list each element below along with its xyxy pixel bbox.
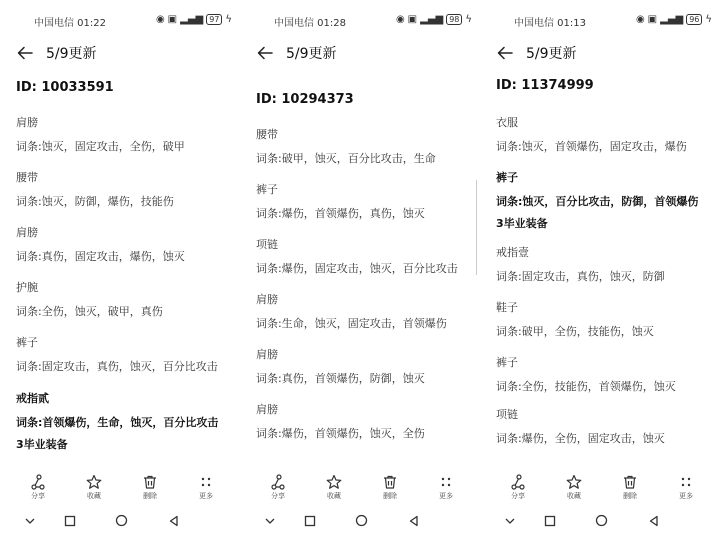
item-name: 护腕 bbox=[16, 281, 38, 294]
item-name: 肩膀 bbox=[16, 116, 38, 129]
battery-icon: 97 bbox=[206, 14, 222, 25]
nav-home-icon[interactable] bbox=[355, 512, 368, 531]
item-name: 肩膀 bbox=[256, 293, 278, 306]
more-dots-icon bbox=[438, 474, 454, 490]
back-arrow-icon[interactable] bbox=[16, 44, 34, 62]
nav-collapse-icon[interactable] bbox=[264, 512, 276, 531]
list-item bbox=[496, 244, 710, 286]
nav-recents-icon[interactable] bbox=[544, 512, 556, 531]
delete-button[interactable] bbox=[610, 474, 650, 501]
list-item bbox=[496, 114, 710, 156]
nav-back-icon[interactable] bbox=[168, 512, 180, 531]
bottom-toolbar bbox=[0, 474, 240, 504]
item-attributes: 词条:首领爆伤，生命，蚀灭，百分比攻击 bbox=[16, 416, 219, 429]
item-note: 3毕业装备 bbox=[496, 217, 548, 230]
status-bar bbox=[514, 14, 712, 28]
nav-back-icon[interactable] bbox=[408, 512, 420, 531]
eye-icon: ◉ bbox=[395, 14, 405, 25]
item-attributes: 词条:爆伤，固定攻击，蚀灭，百分比攻击 bbox=[256, 262, 458, 275]
nfc-icon: ▣ bbox=[407, 14, 418, 25]
share-label: 分享 bbox=[511, 492, 525, 500]
status-bar bbox=[274, 14, 472, 28]
item-attributes: 词条:固定攻击，真伤，蚀灭，百分比攻击 bbox=[16, 360, 218, 373]
favorite-button[interactable] bbox=[554, 474, 594, 501]
app-header bbox=[256, 42, 337, 64]
system-nav-bar bbox=[0, 512, 240, 528]
signal-icon: ▂▄▆ bbox=[420, 14, 444, 25]
battery-icon: 98 bbox=[446, 14, 462, 25]
system-nav-bar bbox=[240, 512, 480, 528]
list-item bbox=[496, 299, 710, 341]
list-item bbox=[16, 114, 230, 156]
favorite-label: 收藏 bbox=[327, 492, 341, 500]
app-header bbox=[496, 42, 577, 64]
trash-icon bbox=[382, 474, 398, 490]
trash-icon bbox=[142, 474, 158, 490]
item-attributes: 词条:爆伤，首领爆伤，真伤，蚀灭 bbox=[256, 207, 425, 220]
eye-icon: ◉ bbox=[155, 14, 165, 25]
phone-screen bbox=[0, 0, 240, 540]
nav-recents-icon[interactable] bbox=[304, 512, 316, 531]
favorite-label: 收藏 bbox=[87, 492, 101, 500]
item-attributes: 词条:破甲，蚀灭，百分比攻击，生命 bbox=[256, 152, 436, 165]
list-item bbox=[496, 354, 710, 396]
status-icons bbox=[396, 14, 472, 25]
item-attributes: 词条:蚀灭，首领爆伤，固定攻击，爆伤 bbox=[496, 140, 687, 153]
phone-screen bbox=[240, 0, 480, 540]
status-icons bbox=[156, 14, 232, 25]
list-item bbox=[16, 334, 230, 376]
item-name: 腰带 bbox=[256, 128, 278, 141]
more-label: 更多 bbox=[439, 492, 453, 500]
item-name: 衣服 bbox=[496, 116, 518, 129]
list-item bbox=[256, 401, 470, 443]
nav-collapse-icon[interactable] bbox=[24, 512, 36, 531]
charging-icon: ϟ bbox=[225, 14, 232, 25]
nav-home-icon[interactable] bbox=[595, 512, 608, 531]
item-name: 肩膀 bbox=[16, 226, 38, 239]
star-icon bbox=[566, 474, 582, 490]
more-label: 更多 bbox=[679, 492, 693, 500]
share-icon bbox=[30, 474, 46, 490]
item-name: 鞋子 bbox=[496, 301, 518, 314]
signal-icon: ▂▄▆ bbox=[660, 14, 684, 25]
status-bar bbox=[34, 14, 232, 28]
status-icons bbox=[636, 14, 712, 25]
charging-icon: ϟ bbox=[705, 14, 712, 25]
bottom-toolbar bbox=[240, 474, 480, 504]
list-item bbox=[256, 181, 470, 223]
delete-button[interactable] bbox=[130, 474, 170, 501]
item-attributes: 词条:固定攻击，真伤，蚀灭，防御 bbox=[496, 270, 665, 283]
item-name: 裤子 bbox=[16, 336, 38, 349]
share-label: 分享 bbox=[31, 492, 45, 500]
page-title: 5/9更新 bbox=[46, 46, 97, 62]
item-attributes: 词条:爆伤，首领爆伤，蚀灭，全伤 bbox=[256, 427, 425, 440]
more-button[interactable] bbox=[426, 474, 466, 501]
list-item bbox=[256, 126, 470, 168]
more-button[interactable] bbox=[666, 474, 706, 501]
list-item bbox=[256, 291, 470, 333]
charging-icon: ϟ bbox=[465, 14, 472, 25]
item-name: 戒指壹 bbox=[496, 246, 529, 259]
item-attributes: 词条:爆伤，全伤，固定攻击，蚀灭 bbox=[496, 432, 665, 445]
delete-label: 删除 bbox=[143, 492, 157, 500]
share-label: 分享 bbox=[271, 492, 285, 500]
item-name: 项链 bbox=[496, 408, 518, 421]
eye-icon: ◉ bbox=[635, 14, 645, 25]
item-attributes: 词条:破甲，全伤，技能伤，蚀灭 bbox=[496, 325, 654, 338]
delete-label: 删除 bbox=[383, 492, 397, 500]
more-dots-icon bbox=[678, 474, 694, 490]
account-id: ID: 10033591 bbox=[16, 80, 114, 95]
item-name: 腰带 bbox=[16, 171, 38, 184]
phone-screen bbox=[480, 0, 720, 540]
signal-icon: ▂▄▆ bbox=[180, 14, 204, 25]
item-attributes: 词条:真伤，固定攻击，爆伤，蚀灭 bbox=[16, 250, 185, 263]
more-dots-icon bbox=[198, 474, 214, 490]
item-name: 项链 bbox=[256, 238, 278, 251]
item-name: 裤子 bbox=[256, 183, 278, 196]
list-item bbox=[496, 406, 710, 448]
back-arrow-icon[interactable] bbox=[496, 44, 514, 62]
system-nav-bar bbox=[480, 512, 720, 528]
more-label: 更多 bbox=[199, 492, 213, 500]
item-attributes: 词条:蚀灭，防御，爆伤，技能伤 bbox=[16, 195, 174, 208]
share-button[interactable] bbox=[498, 474, 538, 501]
item-attributes: 词条:全伤，蚀灭，破甲，真伤 bbox=[16, 305, 163, 318]
nav-home-icon[interactable] bbox=[115, 512, 128, 531]
nav-collapse-icon[interactable] bbox=[504, 512, 516, 531]
share-button[interactable] bbox=[18, 474, 58, 501]
delete-button[interactable] bbox=[370, 474, 410, 501]
item-name: 裤子 bbox=[496, 356, 518, 369]
item-attributes: 词条:全伤，技能伤，首领爆伤，蚀灭 bbox=[496, 380, 676, 393]
favorite-button[interactable] bbox=[74, 474, 114, 501]
list-item bbox=[16, 169, 230, 211]
delete-label: 删除 bbox=[623, 492, 637, 500]
item-attributes: 词条:生命，蚀灭，固定攻击，首领爆伤 bbox=[256, 317, 447, 330]
carrier-time: 中国电信 01:28 bbox=[274, 18, 346, 29]
item-name: 裤子 bbox=[496, 171, 518, 184]
item-attributes: 词条:真伤，首领爆伤，防御，蚀灭 bbox=[256, 372, 425, 385]
star-icon bbox=[86, 474, 102, 490]
trash-icon bbox=[622, 474, 638, 490]
carrier-time: 中国电信 01:22 bbox=[34, 18, 106, 29]
nfc-icon: ▣ bbox=[647, 14, 658, 25]
battery-icon: 96 bbox=[686, 14, 702, 25]
more-button[interactable] bbox=[186, 474, 226, 501]
list-item bbox=[16, 390, 230, 454]
share-button[interactable] bbox=[258, 474, 298, 501]
back-arrow-icon[interactable] bbox=[256, 44, 274, 62]
item-name: 戒指贰 bbox=[16, 392, 49, 405]
page-title: 5/9更新 bbox=[286, 46, 337, 62]
nav-back-icon[interactable] bbox=[648, 512, 660, 531]
bottom-toolbar bbox=[480, 474, 720, 504]
account-id: ID: 10294373 bbox=[256, 92, 354, 107]
list-item bbox=[16, 224, 230, 266]
nfc-icon: ▣ bbox=[167, 14, 178, 25]
item-note: 3毕业装备 bbox=[16, 438, 68, 451]
list-item bbox=[16, 279, 230, 321]
page-title: 5/9更新 bbox=[526, 46, 577, 62]
list-item bbox=[496, 169, 710, 233]
item-attributes: 词条:蚀灭，固定攻击，全伤，破甲 bbox=[16, 140, 185, 153]
share-icon bbox=[270, 474, 286, 490]
divider-line bbox=[476, 180, 477, 275]
list-item bbox=[256, 346, 470, 388]
favorite-label: 收藏 bbox=[567, 492, 581, 500]
carrier-time: 中国电信 01:13 bbox=[514, 18, 586, 29]
star-icon bbox=[326, 474, 342, 490]
nav-recents-icon[interactable] bbox=[64, 512, 76, 531]
item-name: 肩膀 bbox=[256, 348, 278, 361]
list-item bbox=[256, 236, 470, 278]
share-icon bbox=[510, 474, 526, 490]
favorite-button[interactable] bbox=[314, 474, 354, 501]
app-header bbox=[16, 42, 97, 64]
item-name: 肩膀 bbox=[256, 403, 278, 416]
account-id: ID: 11374999 bbox=[496, 78, 594, 93]
item-attributes: 词条:蚀灭，百分比攻击，防御，首领爆伤 bbox=[496, 195, 699, 208]
